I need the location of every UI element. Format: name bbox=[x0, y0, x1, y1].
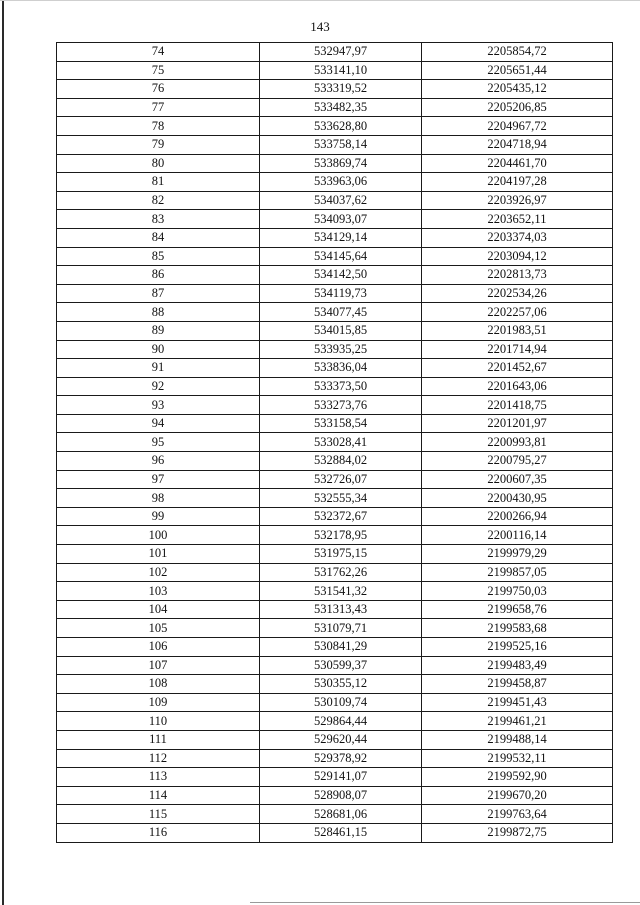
y-coordinate-cell: 2202813,73 bbox=[422, 266, 613, 285]
x-coordinate-cell: 534129,14 bbox=[260, 228, 422, 247]
x-coordinate-cell: 532555,34 bbox=[260, 489, 422, 508]
y-coordinate-cell: 2200795,27 bbox=[422, 452, 613, 471]
y-coordinate-cell: 2204461,70 bbox=[422, 154, 613, 173]
x-coordinate-cell: 532884,02 bbox=[260, 452, 422, 471]
y-coordinate-cell: 2204197,28 bbox=[422, 173, 613, 192]
point-number-cell: 86 bbox=[57, 266, 260, 285]
point-number-cell: 111 bbox=[57, 730, 260, 749]
table-row bbox=[57, 656, 613, 675]
y-coordinate-cell: 2199488,14 bbox=[422, 730, 613, 749]
y-coordinate-cell: 2199458,87 bbox=[422, 675, 613, 694]
x-coordinate-cell: 533963,06 bbox=[260, 173, 422, 192]
x-coordinate-cell: 534145,64 bbox=[260, 247, 422, 266]
y-coordinate-cell: 2199658,76 bbox=[422, 600, 613, 619]
y-coordinate-cell: 2201643,06 bbox=[422, 377, 613, 396]
table-row bbox=[57, 823, 613, 842]
x-coordinate-cell: 533935,25 bbox=[260, 340, 422, 359]
x-coordinate-cell: 534037,62 bbox=[260, 191, 422, 210]
x-coordinate-cell: 530599,37 bbox=[260, 656, 422, 675]
table-row bbox=[57, 43, 613, 62]
point-number-cell: 114 bbox=[57, 786, 260, 805]
table-row bbox=[57, 712, 613, 731]
point-number-cell: 96 bbox=[57, 452, 260, 471]
x-coordinate-cell: 531313,43 bbox=[260, 600, 422, 619]
table-row bbox=[57, 749, 613, 768]
y-coordinate-cell: 2199670,20 bbox=[422, 786, 613, 805]
x-coordinate-cell: 533628,80 bbox=[260, 117, 422, 136]
y-coordinate-cell: 2199750,03 bbox=[422, 582, 613, 601]
table-row bbox=[57, 638, 613, 657]
y-coordinate-cell: 2203652,11 bbox=[422, 210, 613, 229]
table-row bbox=[57, 786, 613, 805]
table-row bbox=[57, 247, 613, 266]
point-number-cell: 76 bbox=[57, 80, 260, 99]
table-row bbox=[57, 340, 613, 359]
table-row bbox=[57, 675, 613, 694]
table-row bbox=[57, 470, 613, 489]
x-coordinate-cell: 534119,73 bbox=[260, 284, 422, 303]
point-number-cell: 94 bbox=[57, 414, 260, 433]
x-coordinate-cell: 533158,54 bbox=[260, 414, 422, 433]
table-row bbox=[57, 359, 613, 378]
table-row bbox=[57, 489, 613, 508]
y-coordinate-cell: 2201201,97 bbox=[422, 414, 613, 433]
table-row bbox=[57, 210, 613, 229]
y-coordinate-cell: 2200430,95 bbox=[422, 489, 613, 508]
y-coordinate-cell: 2201983,51 bbox=[422, 321, 613, 340]
table-row bbox=[57, 805, 613, 824]
table-row bbox=[57, 154, 613, 173]
point-number-cell: 112 bbox=[57, 749, 260, 768]
x-coordinate-cell: 531079,71 bbox=[260, 619, 422, 638]
x-coordinate-cell: 532726,07 bbox=[260, 470, 422, 489]
point-number-cell: 104 bbox=[57, 600, 260, 619]
table-row bbox=[57, 693, 613, 712]
x-coordinate-cell: 534015,85 bbox=[260, 321, 422, 340]
table-row bbox=[57, 545, 613, 564]
x-coordinate-cell: 530355,12 bbox=[260, 675, 422, 694]
point-number-cell: 88 bbox=[57, 303, 260, 322]
point-number-cell: 87 bbox=[57, 284, 260, 303]
table-row bbox=[57, 600, 613, 619]
point-number-cell: 74 bbox=[57, 43, 260, 62]
x-coordinate-cell: 531975,15 bbox=[260, 545, 422, 564]
y-coordinate-cell: 2203374,03 bbox=[422, 228, 613, 247]
point-number-cell: 101 bbox=[57, 545, 260, 564]
point-number-cell: 80 bbox=[57, 154, 260, 173]
table-row bbox=[57, 135, 613, 154]
point-number-cell: 81 bbox=[57, 173, 260, 192]
table-row bbox=[57, 191, 613, 210]
table-row bbox=[57, 321, 613, 340]
x-coordinate-cell: 532947,97 bbox=[260, 43, 422, 62]
table-row bbox=[57, 563, 613, 582]
x-coordinate-cell: 528908,07 bbox=[260, 786, 422, 805]
y-coordinate-cell: 2200607,35 bbox=[422, 470, 613, 489]
point-number-cell: 98 bbox=[57, 489, 260, 508]
y-coordinate-cell: 2199583,68 bbox=[422, 619, 613, 638]
table-row bbox=[57, 433, 613, 452]
x-coordinate-cell: 530109,74 bbox=[260, 693, 422, 712]
x-coordinate-cell: 528461,15 bbox=[260, 823, 422, 842]
table-row bbox=[57, 526, 613, 545]
scan-top-edge bbox=[0, 0, 640, 1]
x-coordinate-cell: 529620,44 bbox=[260, 730, 422, 749]
y-coordinate-cell: 2204967,72 bbox=[422, 117, 613, 136]
y-coordinate-cell: 2205651,44 bbox=[422, 61, 613, 80]
y-coordinate-cell: 2201714,94 bbox=[422, 340, 613, 359]
y-coordinate-cell: 2201418,75 bbox=[422, 396, 613, 415]
point-number-cell: 109 bbox=[57, 693, 260, 712]
point-number-cell: 92 bbox=[57, 377, 260, 396]
coordinates-table-body bbox=[57, 43, 613, 843]
point-number-cell: 91 bbox=[57, 359, 260, 378]
point-number-cell: 89 bbox=[57, 321, 260, 340]
point-number-cell: 107 bbox=[57, 656, 260, 675]
table-row bbox=[57, 396, 613, 415]
y-coordinate-cell: 2199451,43 bbox=[422, 693, 613, 712]
table-row bbox=[57, 452, 613, 471]
table-row bbox=[57, 303, 613, 322]
table-row bbox=[57, 414, 613, 433]
point-number-cell: 85 bbox=[57, 247, 260, 266]
point-number-cell: 102 bbox=[57, 563, 260, 582]
y-coordinate-cell: 2205854,72 bbox=[422, 43, 613, 62]
point-number-cell: 100 bbox=[57, 526, 260, 545]
y-coordinate-cell: 2199872,75 bbox=[422, 823, 613, 842]
y-coordinate-cell: 2199592,90 bbox=[422, 768, 613, 787]
x-coordinate-cell: 534077,45 bbox=[260, 303, 422, 322]
y-coordinate-cell: 2199525,16 bbox=[422, 638, 613, 657]
y-coordinate-cell: 2199857,05 bbox=[422, 563, 613, 582]
table-row bbox=[57, 228, 613, 247]
point-number-cell: 106 bbox=[57, 638, 260, 657]
x-coordinate-cell: 531541,32 bbox=[260, 582, 422, 601]
y-coordinate-cell: 2199532,11 bbox=[422, 749, 613, 768]
y-coordinate-cell: 2201452,67 bbox=[422, 359, 613, 378]
y-coordinate-cell: 2202257,06 bbox=[422, 303, 613, 322]
x-coordinate-cell: 529378,92 bbox=[260, 749, 422, 768]
point-number-cell: 75 bbox=[57, 61, 260, 80]
point-number-cell: 79 bbox=[57, 135, 260, 154]
y-coordinate-cell: 2204718,94 bbox=[422, 135, 613, 154]
y-coordinate-cell: 2200266,94 bbox=[422, 507, 613, 526]
point-number-cell: 82 bbox=[57, 191, 260, 210]
table-row bbox=[57, 266, 613, 285]
x-coordinate-cell: 530841,29 bbox=[260, 638, 422, 657]
x-coordinate-cell: 531762,26 bbox=[260, 563, 422, 582]
table-row bbox=[57, 173, 613, 192]
point-number-cell: 105 bbox=[57, 619, 260, 638]
x-coordinate-cell: 533373,50 bbox=[260, 377, 422, 396]
x-coordinate-cell: 534093,07 bbox=[260, 210, 422, 229]
y-coordinate-cell: 2203926,97 bbox=[422, 191, 613, 210]
point-number-cell: 84 bbox=[57, 228, 260, 247]
y-coordinate-cell: 2199979,29 bbox=[422, 545, 613, 564]
point-number-cell: 93 bbox=[57, 396, 260, 415]
y-coordinate-cell: 2200116,14 bbox=[422, 526, 613, 545]
scan-bottom-edge bbox=[250, 902, 640, 903]
x-coordinate-cell: 533319,52 bbox=[260, 80, 422, 99]
table-row bbox=[57, 377, 613, 396]
x-coordinate-cell: 533141,10 bbox=[260, 61, 422, 80]
point-number-cell: 97 bbox=[57, 470, 260, 489]
x-coordinate-cell: 533836,04 bbox=[260, 359, 422, 378]
y-coordinate-cell: 2199763,64 bbox=[422, 805, 613, 824]
y-coordinate-cell: 2205206,85 bbox=[422, 98, 613, 117]
point-number-cell: 110 bbox=[57, 712, 260, 731]
x-coordinate-cell: 533869,74 bbox=[260, 154, 422, 173]
x-coordinate-cell: 533758,14 bbox=[260, 135, 422, 154]
table-row bbox=[57, 507, 613, 526]
point-number-cell: 83 bbox=[57, 210, 260, 229]
table-row bbox=[57, 117, 613, 136]
point-number-cell: 108 bbox=[57, 675, 260, 694]
y-coordinate-cell: 2203094,12 bbox=[422, 247, 613, 266]
x-coordinate-cell: 533028,41 bbox=[260, 433, 422, 452]
page-number: 143 bbox=[310, 19, 330, 34]
point-number-cell: 90 bbox=[57, 340, 260, 359]
table-row bbox=[57, 619, 613, 638]
point-number-cell: 99 bbox=[57, 507, 260, 526]
point-number-cell: 113 bbox=[57, 768, 260, 787]
table-row bbox=[57, 61, 613, 80]
x-coordinate-cell: 529864,44 bbox=[260, 712, 422, 731]
table-row bbox=[57, 730, 613, 749]
y-coordinate-cell: 2199461,21 bbox=[422, 712, 613, 731]
point-number-cell: 103 bbox=[57, 582, 260, 601]
table-row bbox=[57, 582, 613, 601]
y-coordinate-cell: 2205435,12 bbox=[422, 80, 613, 99]
scan-left-edge bbox=[2, 0, 4, 905]
x-coordinate-cell: 532372,67 bbox=[260, 507, 422, 526]
x-coordinate-cell: 533273,76 bbox=[260, 396, 422, 415]
table-row bbox=[57, 768, 613, 787]
coordinates-table bbox=[56, 42, 613, 843]
y-coordinate-cell: 2200993,81 bbox=[422, 433, 613, 452]
table-row bbox=[57, 98, 613, 117]
y-coordinate-cell: 2199483,49 bbox=[422, 656, 613, 675]
x-coordinate-cell: 532178,95 bbox=[260, 526, 422, 545]
point-number-cell: 78 bbox=[57, 117, 260, 136]
point-number-cell: 95 bbox=[57, 433, 260, 452]
y-coordinate-cell: 2202534,26 bbox=[422, 284, 613, 303]
point-number-cell: 116 bbox=[57, 823, 260, 842]
x-coordinate-cell: 533482,35 bbox=[260, 98, 422, 117]
x-coordinate-cell: 529141,07 bbox=[260, 768, 422, 787]
table-row bbox=[57, 80, 613, 99]
point-number-cell: 77 bbox=[57, 98, 260, 117]
x-coordinate-cell: 528681,06 bbox=[260, 805, 422, 824]
point-number-cell: 115 bbox=[57, 805, 260, 824]
table-row bbox=[57, 284, 613, 303]
x-coordinate-cell: 534142,50 bbox=[260, 266, 422, 285]
